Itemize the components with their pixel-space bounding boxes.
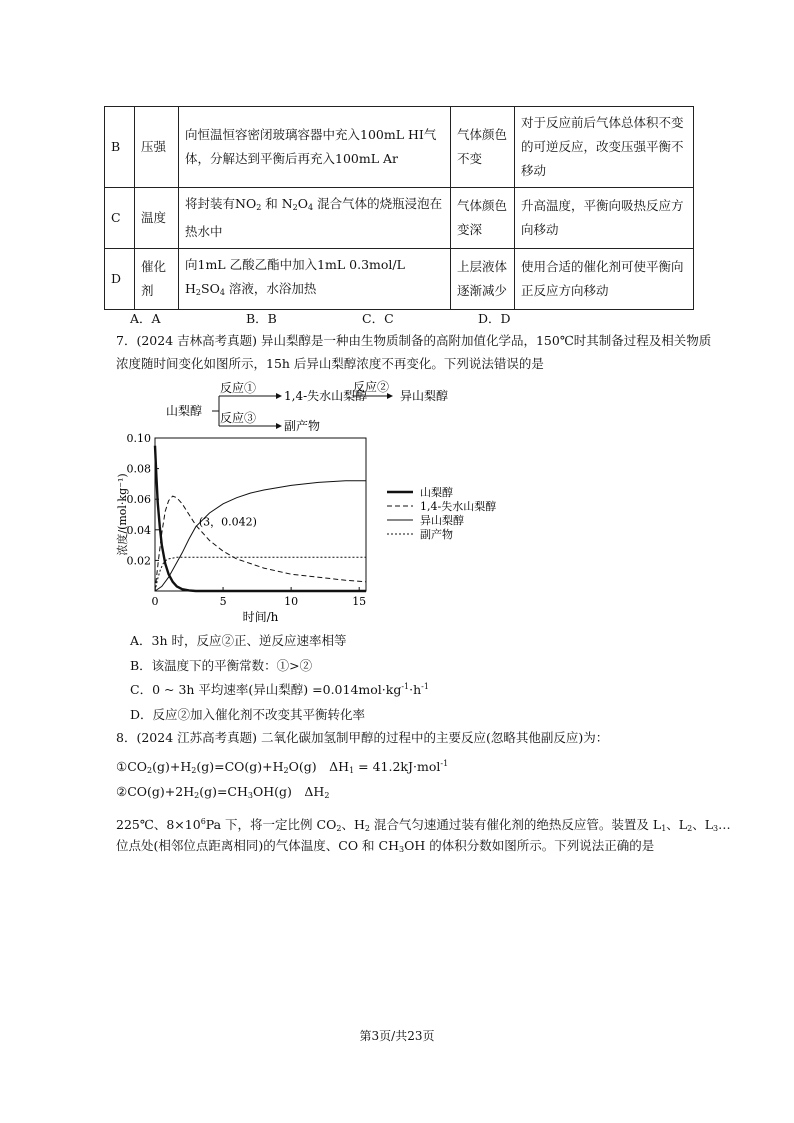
options-table xyxy=(104,106,694,310)
concentration-chart xyxy=(110,428,510,628)
phenomenon-cell: 气体颜色不变 xyxy=(451,107,515,188)
series-line-4 xyxy=(155,557,366,591)
legend-label-4: 副产物 xyxy=(420,528,453,541)
factor-cell: 压强 xyxy=(135,107,179,188)
q6-choice-a: A．A xyxy=(130,311,161,326)
scheme-start: 山梨醇 xyxy=(166,404,203,418)
y-tick-label: 0.06 xyxy=(126,493,151,507)
scheme-r1: 反应① xyxy=(220,381,257,395)
scheme-side: 副产物 xyxy=(284,419,321,433)
conclusion-cell: 对于反应前后气体总体积不变的可逆反应，改变压强平衡不移动 xyxy=(515,107,694,188)
annotation-label: (3，0.042) xyxy=(198,515,257,529)
conclusion-cell: 升高温度，平衡向吸热反应方向移动 xyxy=(515,188,694,249)
phenomenon-cell: 上层液体逐渐减少 xyxy=(451,249,515,310)
legend-label-1: 山梨醇 xyxy=(420,486,453,499)
conclusion-cell: 使用合适的催化剂可使平衡向正反应方向移动 xyxy=(515,249,694,310)
q8-equation-2: $②CO(g)+2H_2(g)=CH_3OH(g)$ $\Delta H_2$ xyxy=(116,784,330,800)
q8-stem-line3: 225℃、$8\times 10^6Pa$ 下，将一定比例 $CO_2$、$H_2$ 混合气匀速通过装有催化剂的绝热反应管。装置及 $L_1$、$L_2$、$L_3\dots$ xyxy=(116,817,731,833)
q7-stem-line2: 浓度随时间变化如图所示，15h 后异山梨醇浓度不再变化。下列说法错误的是 xyxy=(116,356,544,371)
table-row xyxy=(105,188,694,249)
operation-cell: 将封装有$NO_2$ 和 $N_2O_4$ 混合气体的烧瓶浸泡在热水中 xyxy=(179,188,451,249)
x-tick-label: 10 xyxy=(284,595,299,608)
scheme-end: 异山梨醇 xyxy=(400,389,449,403)
x-axis-label: 时间/h xyxy=(242,610,279,624)
series-line-1 xyxy=(155,446,366,591)
scheme-r2: 反应② xyxy=(353,380,390,394)
table-row xyxy=(105,249,694,310)
factor-cell: 催化剂 xyxy=(135,249,179,310)
y-tick-label: 0.04 xyxy=(126,523,151,537)
operation-cell: 向1mL 乙酸乙酯中加入1mL 0.3mol/L $H_2SO_4$ 溶液，水浴加热 xyxy=(179,249,451,310)
option-cell: C xyxy=(105,188,135,249)
q7-choice-d: D．反应②加入催化剂不改变其平衡转化率 xyxy=(130,707,366,722)
q8-stem-line4: 位点处(相邻位点距离相同)的气体温度、CO 和 $CH_3OH$ 的体积分数如图所示。下列说法正确的是 xyxy=(116,838,655,854)
y-tick-label: 0.02 xyxy=(126,554,151,568)
option-cell: B xyxy=(105,107,135,188)
q7-stem-line1: 7．(2024 吉林高考真题) 异山梨醇是一种由生物质制备的高附加值化学品，150℃时其制备过程及相关物质 xyxy=(116,333,712,348)
q8-equation-1: $①CO_2(g)+H_2(g)=CO(g)+H_2O(g)$ $\Delta H_1 = 41.2kJ\cdot mol^{-1}$ xyxy=(116,759,449,775)
q6-choice-d: D．D xyxy=(478,311,511,326)
plot-frame xyxy=(155,438,366,591)
legend-label-2: 1,4-失水山梨醇 xyxy=(420,500,497,513)
q7-choice-c: C．0 ~ 3h 平均速率(异山梨醇) $=0.014mol\cdot kg^{-1}\cdot h^{-1}$ xyxy=(130,682,429,697)
q7-choice-a: A．3h 时，反应②正、逆反应速率相等 xyxy=(130,633,347,648)
q6-choice-c: C．C xyxy=(362,311,394,326)
table-row xyxy=(105,107,694,188)
x-tick-label: 5 xyxy=(219,595,227,608)
q7-choice-b: B．该温度下的平衡常数：①>② xyxy=(130,658,313,673)
x-tick-label: 15 xyxy=(352,595,367,608)
y-tick-label: 0.10 xyxy=(126,432,151,445)
x-tick-label: 0 xyxy=(151,595,159,608)
page-footer: 第3页/共23页 xyxy=(359,1029,435,1043)
legend-label-3: 异山梨醇 xyxy=(420,514,464,527)
series-line-3 xyxy=(155,481,366,591)
option-cell: D xyxy=(105,249,135,310)
factor-cell: 温度 xyxy=(135,188,179,249)
scheme-r3: 反应③ xyxy=(220,411,257,425)
q8-stem-line1: 8．(2024 江苏高考真题) 二氧化碳加氢制甲醇的过程中的主要反应(忽略其他副反应)为： xyxy=(116,730,609,745)
q6-choice-b: B．B xyxy=(246,311,277,326)
scheme-mid: 1,4-失水山梨醇 xyxy=(284,389,368,403)
y-tick-label: 0.08 xyxy=(126,462,151,476)
y-axis-label: 浓度/(mol·kg⁻¹) xyxy=(116,473,129,556)
operation-cell: 向恒温恒容密闭玻璃容器中充入100mL HI气体，分解达到平衡后再充入100mL Ar xyxy=(179,107,451,188)
phenomenon-cell: 气体颜色变深 xyxy=(451,188,515,249)
